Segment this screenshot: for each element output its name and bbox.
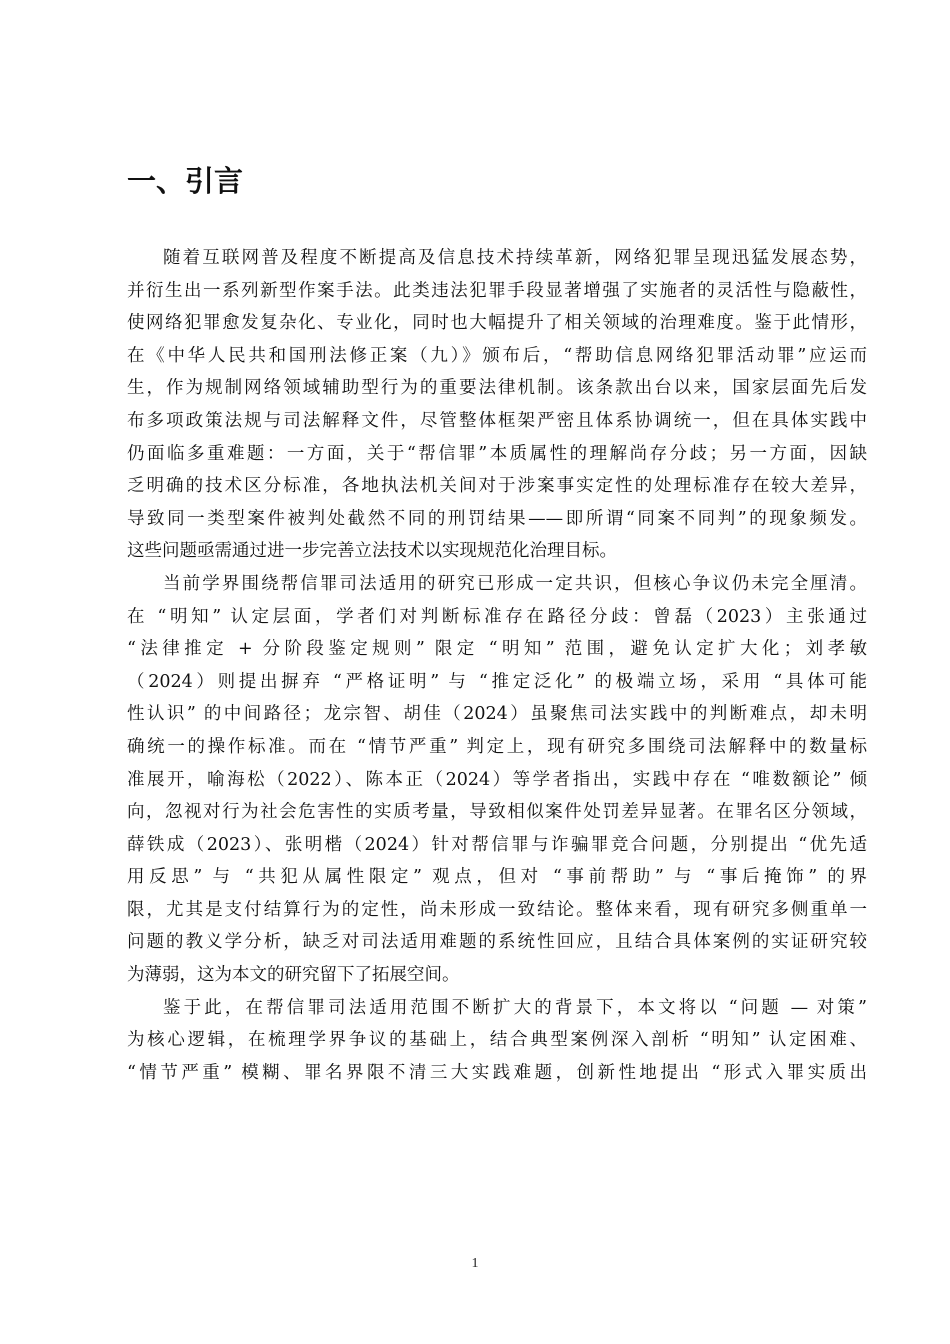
text-line: 布多项政策法规与司法解释文件，尽管整体框架严密且体系协调统一，但在具体实践中 — [127, 410, 867, 431]
text-line: 薛铁成（2023）、张明楷（2024）针对帮信罪与诈骗罪竞合问题，分别提出 “优先适 — [127, 834, 867, 855]
text-line: 为核心逻辑，在梳理学界争议的基础上，结合典型案例深入剖析 “明知” 认定困难、 — [127, 1030, 867, 1051]
text-line: 鉴于此，在帮信罪司法适用范围不断扩大的背景下，本文将以 “问题 — 对策” — [163, 997, 867, 1018]
text-line: 在《中华人民共和国刑法修正案（九）》颁布后，“帮助信息网络犯罪活动罪”应运而 — [127, 345, 867, 366]
text-line: 乏明确的技术区分标准，各地执法机关间对于涉案事实定性的处理标准存在较大差异， — [127, 476, 867, 497]
text-line: 这些问题亟需通过进一步完善立法技术以实现规范化治理目标。 — [127, 541, 617, 562]
text-line: （2024）则提出摒弃 “严格证明” 与 “推定泛化” 的极端立场，采用 “具体可能 — [127, 671, 867, 692]
text-line: 导致同一类型案件被判处截然不同的刑罚结果——即所谓“同案不同判”的现象频发。 — [127, 508, 867, 529]
text-line: 为薄弱，这为本文的研究留下了拓展空间。 — [127, 965, 460, 986]
section-heading: 一、引言 — [127, 164, 244, 198]
text-line: 用反思” 与 “共犯从属性限定” 观点，但对 “事前帮助” 与 “事后掩饰” 的界 — [127, 867, 867, 888]
page-number: 1 — [471, 1256, 479, 1271]
text-line: 使网络犯罪愈发复杂化、专业化，同时也大幅提升了相关领域的治理难度。鉴于此情形， — [127, 313, 867, 334]
text-line: “情节严重” 模糊、罪名界限不清三大实践难题，创新性地提出 “形式入罪实质出 — [127, 1062, 867, 1083]
paragraph — [127, 992, 867, 1090]
text-line: 确统一的操作标准。而在 “情节严重” 判定上，现有研究多围绕司法解释中的数量标 — [127, 736, 867, 757]
paragraph — [127, 242, 867, 568]
text-line: 仍面临多重难题：一方面，关于“帮信罪”本质属性的理解尚存分歧；另一方面，因缺 — [127, 443, 867, 464]
text-line: 问题的教义学分析，缺乏对司法适用难题的系统性回应，且结合具体案例的实证研究较 — [127, 932, 867, 953]
text-line: 随着互联网普及程度不断提高及信息技术持续革新，网络犯罪呈现迅猛发展态势， — [163, 248, 867, 268]
text-line: 准展开，喻海松（2022）、陈本正（2024）等学者指出，实践中存在 “唯数额论” 倾 — [127, 769, 867, 790]
text-line: 性认识” 的中间路径；龙宗智、胡佳（2024）虽聚焦司法实践中的判断难点，却未明 — [127, 704, 867, 725]
text-line: 向，忽视对行为社会危害性的实质考量，导致相似案件处罚差异显著。在罪名区分领域， — [127, 802, 867, 823]
text-line: 生，作为规制网络领域辅助型行为的重要法律机制。该条款出台以来，国家层面先后发 — [127, 378, 867, 399]
text-line: 限，尤其是支付结算行为的定性，尚未形成一致结论。整体来看，现有研究多侧重单一 — [127, 899, 867, 920]
text-line: 在 “明知” 认定层面，学者们对判断标准存在路径分歧：曾磊（2023）主张通过 — [127, 606, 867, 627]
text-line: 当前学界围绕帮信罪司法适用的研究已形成一定共识，但核心争议仍未完全厘清。 — [163, 573, 867, 594]
text-line: “法律推定 + 分阶段鉴定规则” 限定 “明知” 范围，避免认定扩大化；刘孝敏 — [127, 639, 867, 660]
text-line: 并衍生出一系列新型作案手法。此类违法犯罪手段显著增强了实施者的灵活性与隐蔽性， — [127, 280, 867, 301]
body-text — [127, 242, 867, 1089]
paragraph — [127, 568, 867, 992]
